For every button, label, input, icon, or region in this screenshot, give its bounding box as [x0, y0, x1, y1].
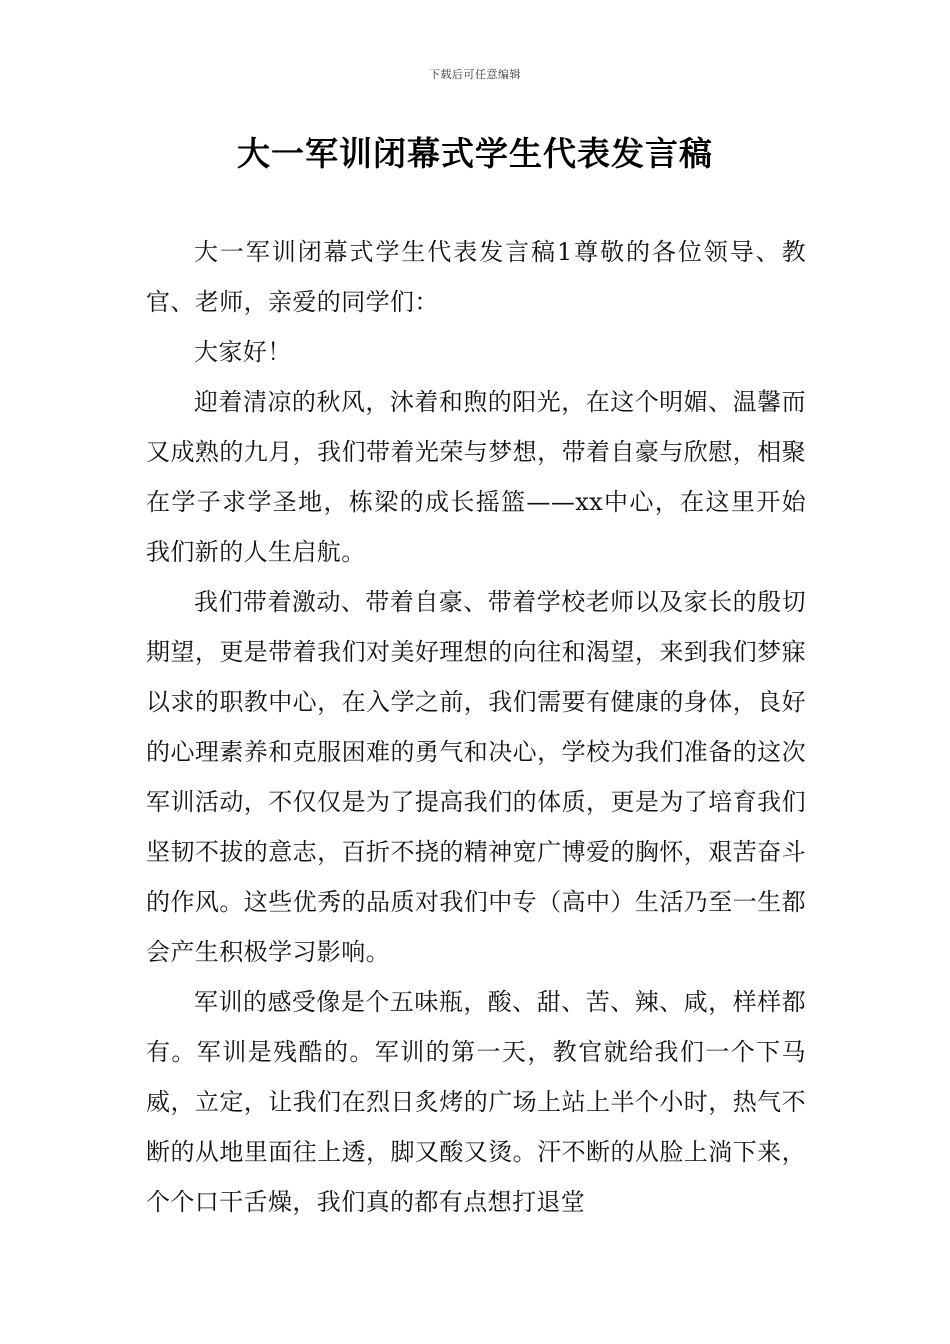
document-body: [146, 227, 806, 1227]
paragraph-autumn: 迎着清凉的秋风，沐着和煦的阳光，在这个明媚、温馨而又成熟的九月，我们带着光荣与梦想，带着自豪与欣慰，相聚在学子求学圣地，栋梁的成长摇篮——xx中心，在这里开始我们新的人生启航。: [146, 388, 806, 566]
paragraph-expectations: 我们带着激动、带着自豪、带着学校老师以及家长的殷切期望，更是带着我们对美好理想的向往和渴望，来到我们梦寐以求的职教中心，在入学之前，我们需要有健康的身体，良好的心理素养和克服困难的勇气和决心，学校为我们准备的这次军训活动，不仅仅是为了提高我们的体质，更是为了培育我们坚韧不拔的意志，百折不挠的精神宽广博爱的胸怀，艰苦奋斗的作风。这些优秀的品质对我们中专（高中）生活乃至一生都会产生积极学习影响。: [146, 588, 806, 966]
paragraph-training-feelings: 军训的感受像是个五味瓶，酸、甜、苦、辣、咸，样样都有。军训是残酷的。军训的第一天，教官就给我们一个下马威，立定，让我们在烈日炙烤的广场上站上半个小时，热气不断的从地里面往上透，脚又酸又烫。汗不断的从脸上淌下来，个个口干舌燥，我们真的都有点想打退堂: [146, 988, 806, 1216]
paragraph-greeting: 大一军训闭幕式学生代表发言稿1尊敬的各位领导、教官、老师，亲爱的同学们：: [146, 238, 806, 316]
header-note: 下载后可任意编辑: [429, 68, 521, 81]
paragraph-hello: 大家好！: [194, 338, 292, 366]
document-title: 大一军训闭幕式学生代表发言稿: [237, 134, 713, 173]
